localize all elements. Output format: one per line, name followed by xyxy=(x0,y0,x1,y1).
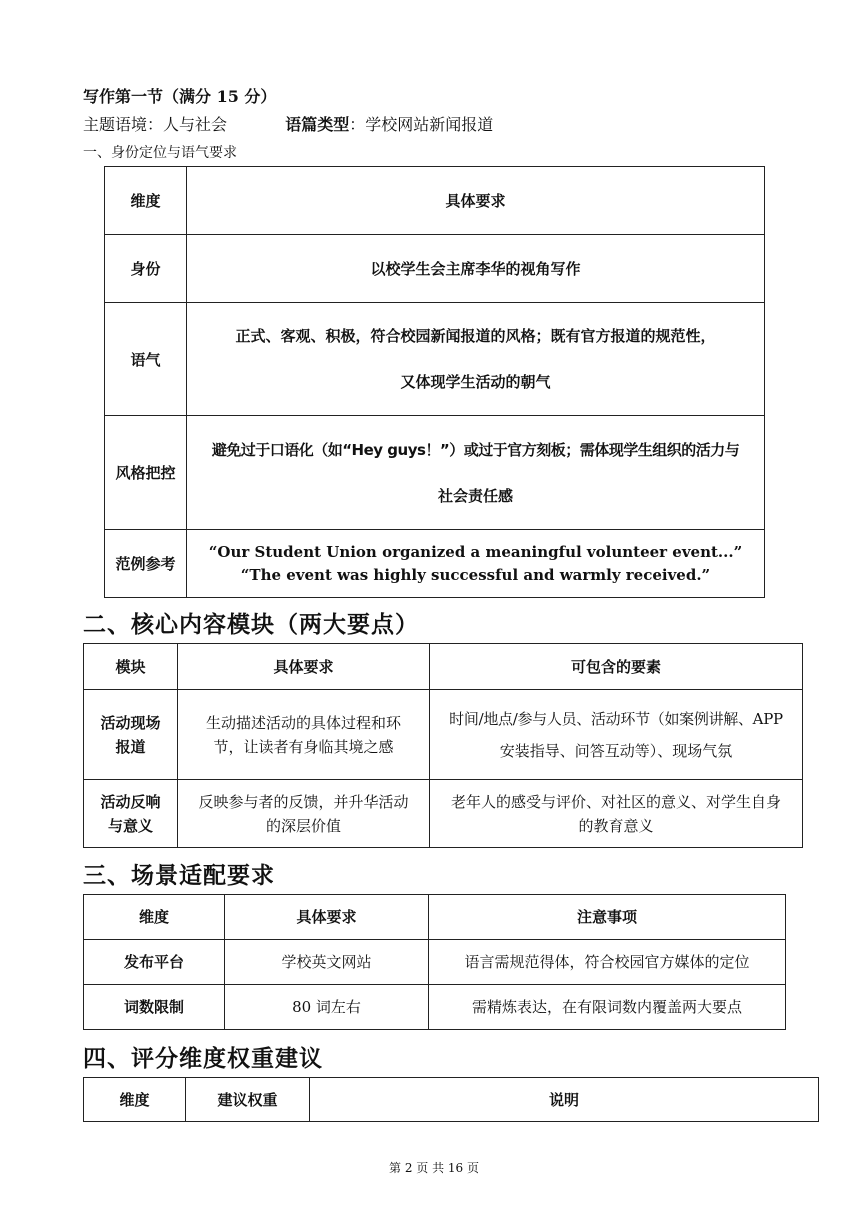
table-row xyxy=(105,303,765,416)
requirement-line: 节，让读者有身临其境之感 xyxy=(213,737,394,756)
dimension-cell: 范例参考 xyxy=(105,530,187,598)
elements-line: 安装指导、问答互动等）、现场气氛 xyxy=(499,741,733,760)
table-row xyxy=(84,985,786,1030)
elements-cell xyxy=(430,690,803,780)
dimension-cell: 身份 xyxy=(105,235,187,303)
context-value: 人与社会 xyxy=(163,115,228,134)
table-row xyxy=(84,690,803,780)
meta-line xyxy=(83,112,493,135)
requirement-line: 生动描述活动的具体过程和环 xyxy=(205,713,401,732)
module-line: 报道 xyxy=(115,737,146,756)
example-line: “The event was highly successful and warmly received.” xyxy=(240,565,711,584)
header-cell: 注意事项 xyxy=(429,895,786,940)
module-line: 与意义 xyxy=(107,816,153,835)
header-cell: 模块 xyxy=(84,644,178,690)
example-line: “Our Student Union organized a meaningful volunteer event...” xyxy=(208,542,743,561)
requirement-line: 的深层价值 xyxy=(265,816,341,835)
requirement-line: 避免过于口语化（如“Hey guys！”）或过于官方刻板；需体现学生组织的活力与 xyxy=(211,440,740,459)
header-cell: 建议权重 xyxy=(186,1078,310,1122)
note-cell: 需精炼表达，在有限词数内覆盖两大要点 xyxy=(429,985,786,1030)
table-row xyxy=(84,895,786,940)
elements-cell xyxy=(430,780,803,848)
module-cell xyxy=(84,690,178,780)
requirement-cell xyxy=(187,303,765,416)
header-cell: 具体要求 xyxy=(178,644,430,690)
requirement-cell xyxy=(178,780,430,848)
dimension-cell: 词数限制 xyxy=(84,985,225,1030)
requirement-cell xyxy=(187,416,765,530)
requirement-line: 社会责任感 xyxy=(437,486,513,505)
elements-line: 的教育意义 xyxy=(578,816,654,835)
requirement-cell: 学校英文网站 xyxy=(225,940,429,985)
elements-line: 老年人的感受与评价、对社区的意义、对学生自身 xyxy=(450,792,781,811)
dimension-cell: 语气 xyxy=(105,303,187,416)
page-footer: 第 2 页 共 16 页 xyxy=(389,1161,479,1175)
header-cell: 具体要求 xyxy=(225,895,429,940)
weight-table xyxy=(83,1077,819,1122)
table-row xyxy=(84,644,803,690)
part4-heading: 四、评分维度权重建议 xyxy=(83,1046,323,1072)
header-cell: 维度 xyxy=(105,167,187,235)
table-row xyxy=(84,1078,819,1122)
requirement-cell: 以校学生会主席李华的视角写作 xyxy=(187,235,765,303)
header-cell: 具体要求 xyxy=(187,167,765,235)
elements-line: 时间/地点/参与人员、活动环节（如案例讲解、APP xyxy=(449,709,783,728)
header-cell: 维度 xyxy=(84,1078,186,1122)
example-cell xyxy=(187,530,765,598)
table-row xyxy=(105,235,765,303)
requirement-line: 又体现学生活动的朝气 xyxy=(400,373,551,391)
section-title: 写作第一节（满分 15 分） xyxy=(83,87,277,106)
requirement-cell xyxy=(178,690,430,780)
core-content-table xyxy=(83,643,803,848)
requirement-line: 正式、客观、积极，符合校园新闻报道的风格；既有官方报道的规范性， xyxy=(235,327,716,345)
header-cell: 说明 xyxy=(310,1078,819,1122)
table-row xyxy=(84,780,803,848)
module-line: 活动反响 xyxy=(100,792,161,811)
table-row xyxy=(105,416,765,530)
dimension-cell: 发布平台 xyxy=(84,940,225,985)
part2-heading: 二、核心内容模块（两大要点） xyxy=(83,612,419,638)
table-row xyxy=(84,940,786,985)
table-row xyxy=(105,530,765,598)
note-cell: 语言需规范得体，符合校园官方媒体的定位 xyxy=(429,940,786,985)
table-row xyxy=(105,167,765,235)
module-cell xyxy=(84,780,178,848)
requirement-line: 反映参与者的反馈，并升华活动 xyxy=(198,792,409,811)
dimension-cell: 风格把控 xyxy=(105,416,187,530)
header-cell: 维度 xyxy=(84,895,225,940)
type-value: ：学校网站新闻报道 xyxy=(349,115,494,134)
requirement-cell: 80 词左右 xyxy=(225,985,429,1030)
part3-heading: 三、场景适配要求 xyxy=(83,863,275,889)
identity-tone-table xyxy=(104,166,765,598)
part1-heading: 一、身份定位与语气要求 xyxy=(83,145,237,161)
module-line: 活动现场 xyxy=(100,713,161,732)
header-cell: 可包含的要素 xyxy=(430,644,803,690)
type-label: 语篇类型 xyxy=(285,115,350,134)
context-label: 主题语境： xyxy=(83,115,164,134)
scenario-table xyxy=(83,894,786,1030)
